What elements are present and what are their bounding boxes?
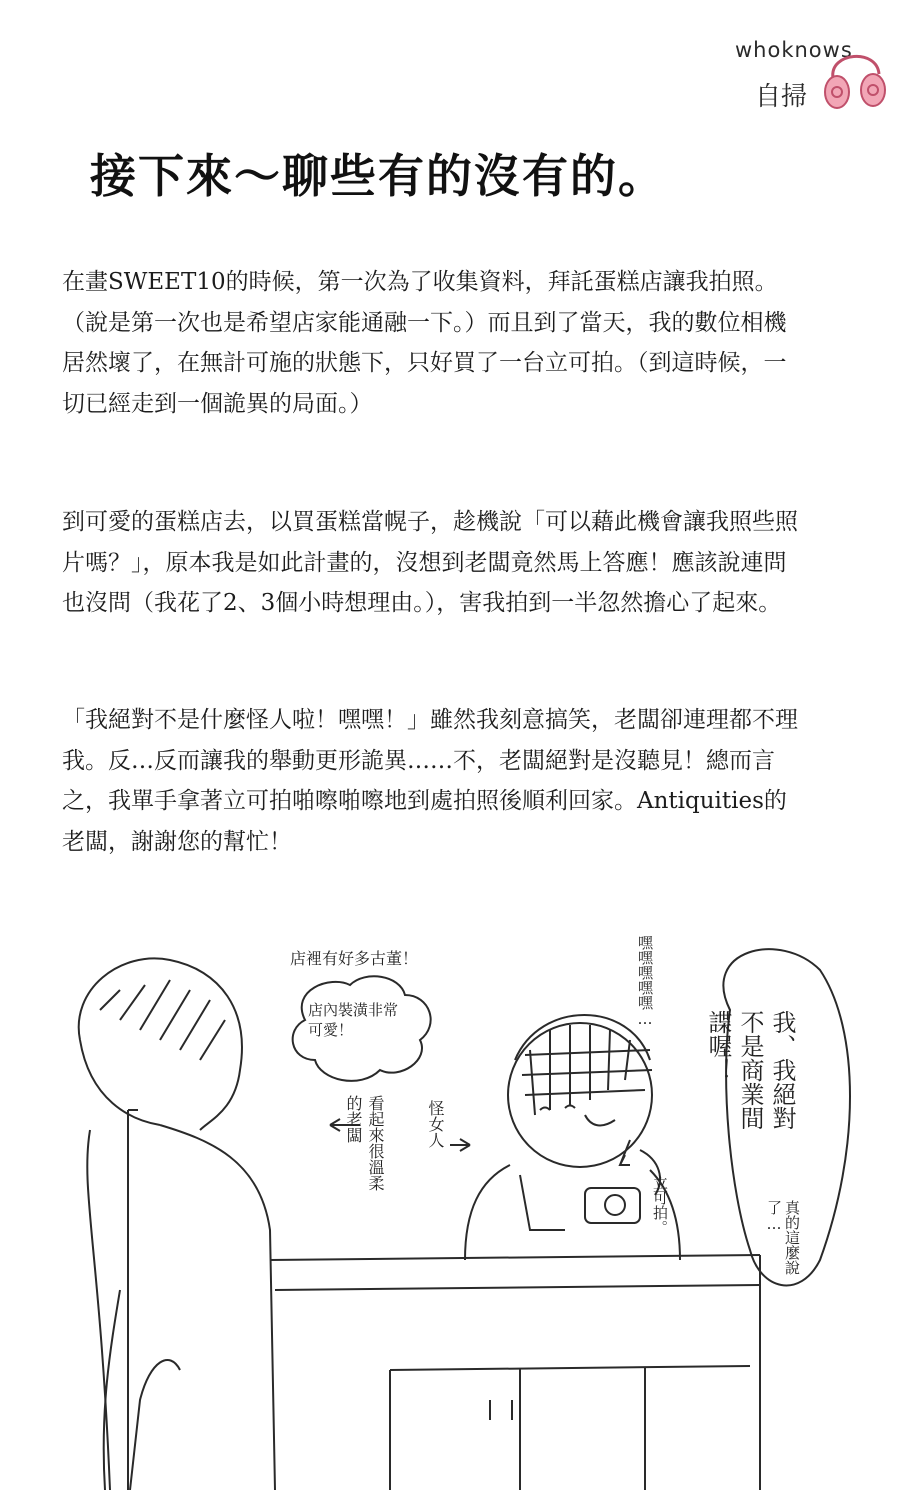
body-paragraph-3: 「我絕對不是什麼怪人啦！嘿嘿！」雖然我刻意搞笑，老闆卻連理都不理我。反…反而讓我的舉動更形詭異……不，老闆絕對是沒聽見！總而言之，我單手拿著立可拍啪嚓啪嚓地到處拍照後順利回家。Antiquities的老闆，謝謝您的幫忙！ <box>62 707 798 855</box>
logo-wordmark: whoknows <box>735 38 853 62</box>
note-aside: 真的這麼說了… <box>765 1200 801 1275</box>
illustration <box>60 930 860 1490</box>
logo-subtitle: 自掃 <box>755 82 808 112</box>
note-gentle-owner: 看起來很溫柔的老闆 <box>344 1095 385 1191</box>
speech-col-3: 諜喔！ <box>704 1010 732 1082</box>
note-weird-woman: 怪女人 <box>426 1100 445 1148</box>
headphones-icon <box>815 38 895 118</box>
speech-col-2: 不是商業間 <box>736 1010 764 1130</box>
header-logo <box>735 38 895 118</box>
body-paragraph-1: 在畫SWEET10的時候，第一次為了收集資料，拜託蛋糕店讓我拍照。（說是第一次也是希望店家能通融一下。）而且到了當天，我的數位相機居然壞了，在無計可施的狀態下，只好買了一台立可拍。（到這時候，一切已經走到一個詭異的局面。） <box>62 269 787 417</box>
note-top: 店裡有好多古董！ <box>290 949 419 968</box>
note-cloud: 店內裝潢非常可愛！ <box>308 1001 399 1039</box>
speech-col-1: 我、我絕對 <box>768 1010 796 1130</box>
body-paragraph-2: 到可愛的蛋糕店去，以買蛋糕當幌子，趁機說「可以藉此機會讓我照些照片嗎？」，原本我是如此計畫的，沒想到老闆竟然馬上答應！應該說連問也沒問（我花了2、3個小時想理由。），害我拍到一半忽然擔心了起來。 <box>62 509 798 616</box>
note-camera: 立可拍。 <box>651 1175 669 1235</box>
note-giggle: 嘿嘿嘿嘿嘿… <box>636 935 654 1028</box>
page-title: 接下來～聊些有的沒有的。 <box>90 149 666 203</box>
